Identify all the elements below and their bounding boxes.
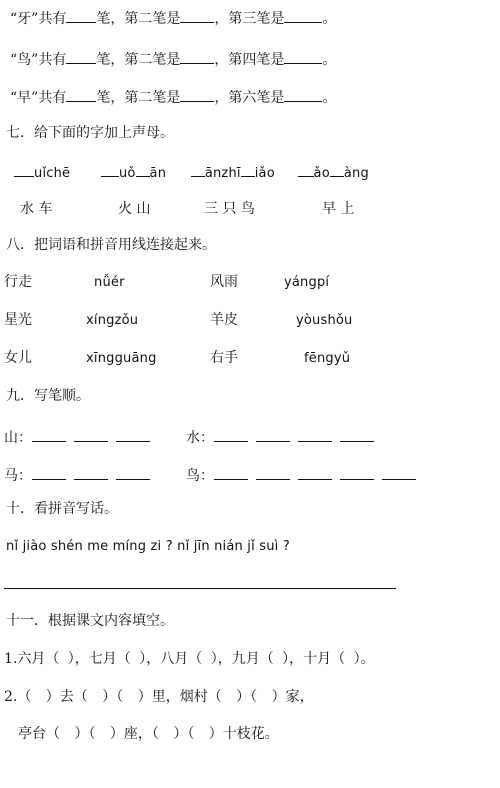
answer-blank[interactable] [32, 464, 66, 480]
section-10-pinyin: nǐ jiào shén me míng zi ? nǐ jīn nián jǐ suì ? [6, 539, 290, 554]
stroke-question-1 [10, 8, 336, 28]
match-pinyin[interactable]: yángpí [284, 275, 330, 290]
answer-blank[interactable] [101, 162, 119, 177]
answer-blank[interactable] [382, 464, 416, 480]
section-10-title: 十．看拼音写话。 [6, 501, 118, 517]
match-pinyin[interactable]: xíngzǒu [86, 313, 139, 328]
stroke-question-text: 。 [322, 52, 337, 68]
answer-blank[interactable] [74, 426, 108, 442]
answer-blank[interactable] [116, 464, 150, 480]
stroke-question-text: “牙”共有 [10, 11, 67, 27]
answer-blank[interactable] [180, 87, 214, 102]
section-7-word: 火 山 [118, 201, 151, 217]
match-pinyin[interactable]: fēngyǔ [304, 351, 351, 366]
answer-blank[interactable] [66, 87, 96, 102]
answer-blank[interactable] [330, 162, 344, 177]
answer-blank[interactable] [241, 162, 255, 177]
answer-blank[interactable] [66, 8, 96, 23]
answer-blank[interactable] [191, 162, 205, 177]
stroke-question-text: 笔，第二笔是 [96, 90, 181, 106]
match-pinyin[interactable]: yòushǒu [296, 313, 353, 328]
stroke-question-text: 第六笔是 [228, 90, 285, 106]
section-7-title: 七．给下面的字加上声母。 [6, 125, 174, 141]
stroke-question-text: 笔，第二笔是 [96, 52, 181, 68]
answer-blank[interactable] [32, 426, 66, 442]
stroke-order-label: 鸟： [186, 468, 214, 484]
stroke-question-3 [10, 87, 336, 107]
answer-blank[interactable] [180, 49, 214, 64]
answer-blank[interactable] [298, 426, 332, 442]
answer-blank[interactable] [14, 162, 34, 177]
stroke-order-row [186, 426, 382, 447]
pinyin-syllable: ānzhī [204, 166, 241, 181]
stroke-question-text: ， [214, 90, 229, 106]
answer-blank[interactable] [340, 464, 374, 480]
match-word[interactable]: 星光 [4, 312, 32, 328]
answer-blank[interactable] [298, 162, 314, 177]
answer-blank[interactable] [136, 162, 150, 177]
pinyin-syllable: ān [149, 166, 167, 181]
stroke-question-text: ， [214, 11, 229, 27]
stroke-order-label: 马： [4, 468, 32, 484]
pinyin-initials-row [14, 162, 369, 183]
stroke-order-label: 山： [4, 430, 32, 446]
section-8-title: 八．把词语和拼音用线连接起来。 [6, 237, 216, 253]
stroke-order-row [4, 426, 158, 447]
writing-line[interactable] [4, 588, 396, 589]
answer-blank[interactable] [284, 87, 322, 102]
answer-blank[interactable] [116, 426, 150, 442]
fill-in-line-3[interactable]: 亭台（ ）（ ）座，（ ）（ ）十枝花。 [18, 726, 279, 742]
answer-blank[interactable] [180, 8, 214, 23]
match-word[interactable]: 行走 [4, 274, 32, 290]
pinyin-syllable: uǒ [118, 166, 136, 181]
pinyin-syllable: ǎo [313, 166, 330, 181]
answer-blank[interactable] [284, 49, 322, 64]
stroke-question-text: “早”共有 [10, 90, 67, 106]
stroke-order-label: 水： [186, 430, 214, 446]
stroke-question-text: “鸟”共有 [10, 52, 67, 68]
stroke-question-text: 笔，第二笔是 [96, 11, 181, 27]
stroke-question-text: 第四笔是 [228, 52, 285, 68]
stroke-question-text: 第三笔是 [228, 11, 285, 27]
section-7-word: 水 车 [20, 201, 53, 217]
match-pinyin[interactable]: xīngguāng [86, 351, 157, 366]
stroke-question-text: ， [214, 52, 229, 68]
stroke-question-text: 。 [322, 90, 337, 106]
pinyin-syllable: iǎo [254, 166, 275, 181]
match-word[interactable]: 右手 [210, 350, 238, 366]
answer-blank[interactable] [256, 426, 290, 442]
pinyin-syllable: uǐchē [34, 166, 71, 181]
answer-blank[interactable] [66, 49, 96, 64]
fill-in-line-1[interactable]: 1.六月（ ），七月（ ），八月（ ），九月（ ），十月（ ）。 [4, 651, 375, 667]
match-word[interactable]: 风雨 [210, 274, 238, 290]
answer-blank[interactable] [340, 426, 374, 442]
answer-blank[interactable] [284, 8, 322, 23]
answer-blank[interactable] [214, 426, 248, 442]
fill-in-line-2[interactable]: 2.（ ）去（ ）（ ）里，烟村（ ）（ ）家， [4, 689, 314, 705]
section-7-word: 三 只 鸟 [204, 201, 255, 217]
answer-blank[interactable] [214, 464, 248, 480]
match-word[interactable]: 羊皮 [210, 312, 238, 328]
pinyin-syllable: àng [343, 166, 369, 181]
answer-blank[interactable] [256, 464, 290, 480]
section-9-title: 九．写笔顺。 [6, 388, 90, 404]
stroke-order-row [186, 464, 424, 485]
answer-blank[interactable] [74, 464, 108, 480]
match-pinyin[interactable]: nǚér [94, 275, 125, 290]
stroke-question-text: 。 [322, 11, 337, 27]
answer-blank[interactable] [298, 464, 332, 480]
match-word[interactable]: 女儿 [4, 350, 32, 366]
section-7-word: 早 上 [322, 201, 355, 217]
stroke-order-row [4, 464, 158, 485]
stroke-question-2 [10, 49, 336, 69]
section-11-title: 十一．根据课文内容填空。 [6, 613, 174, 629]
